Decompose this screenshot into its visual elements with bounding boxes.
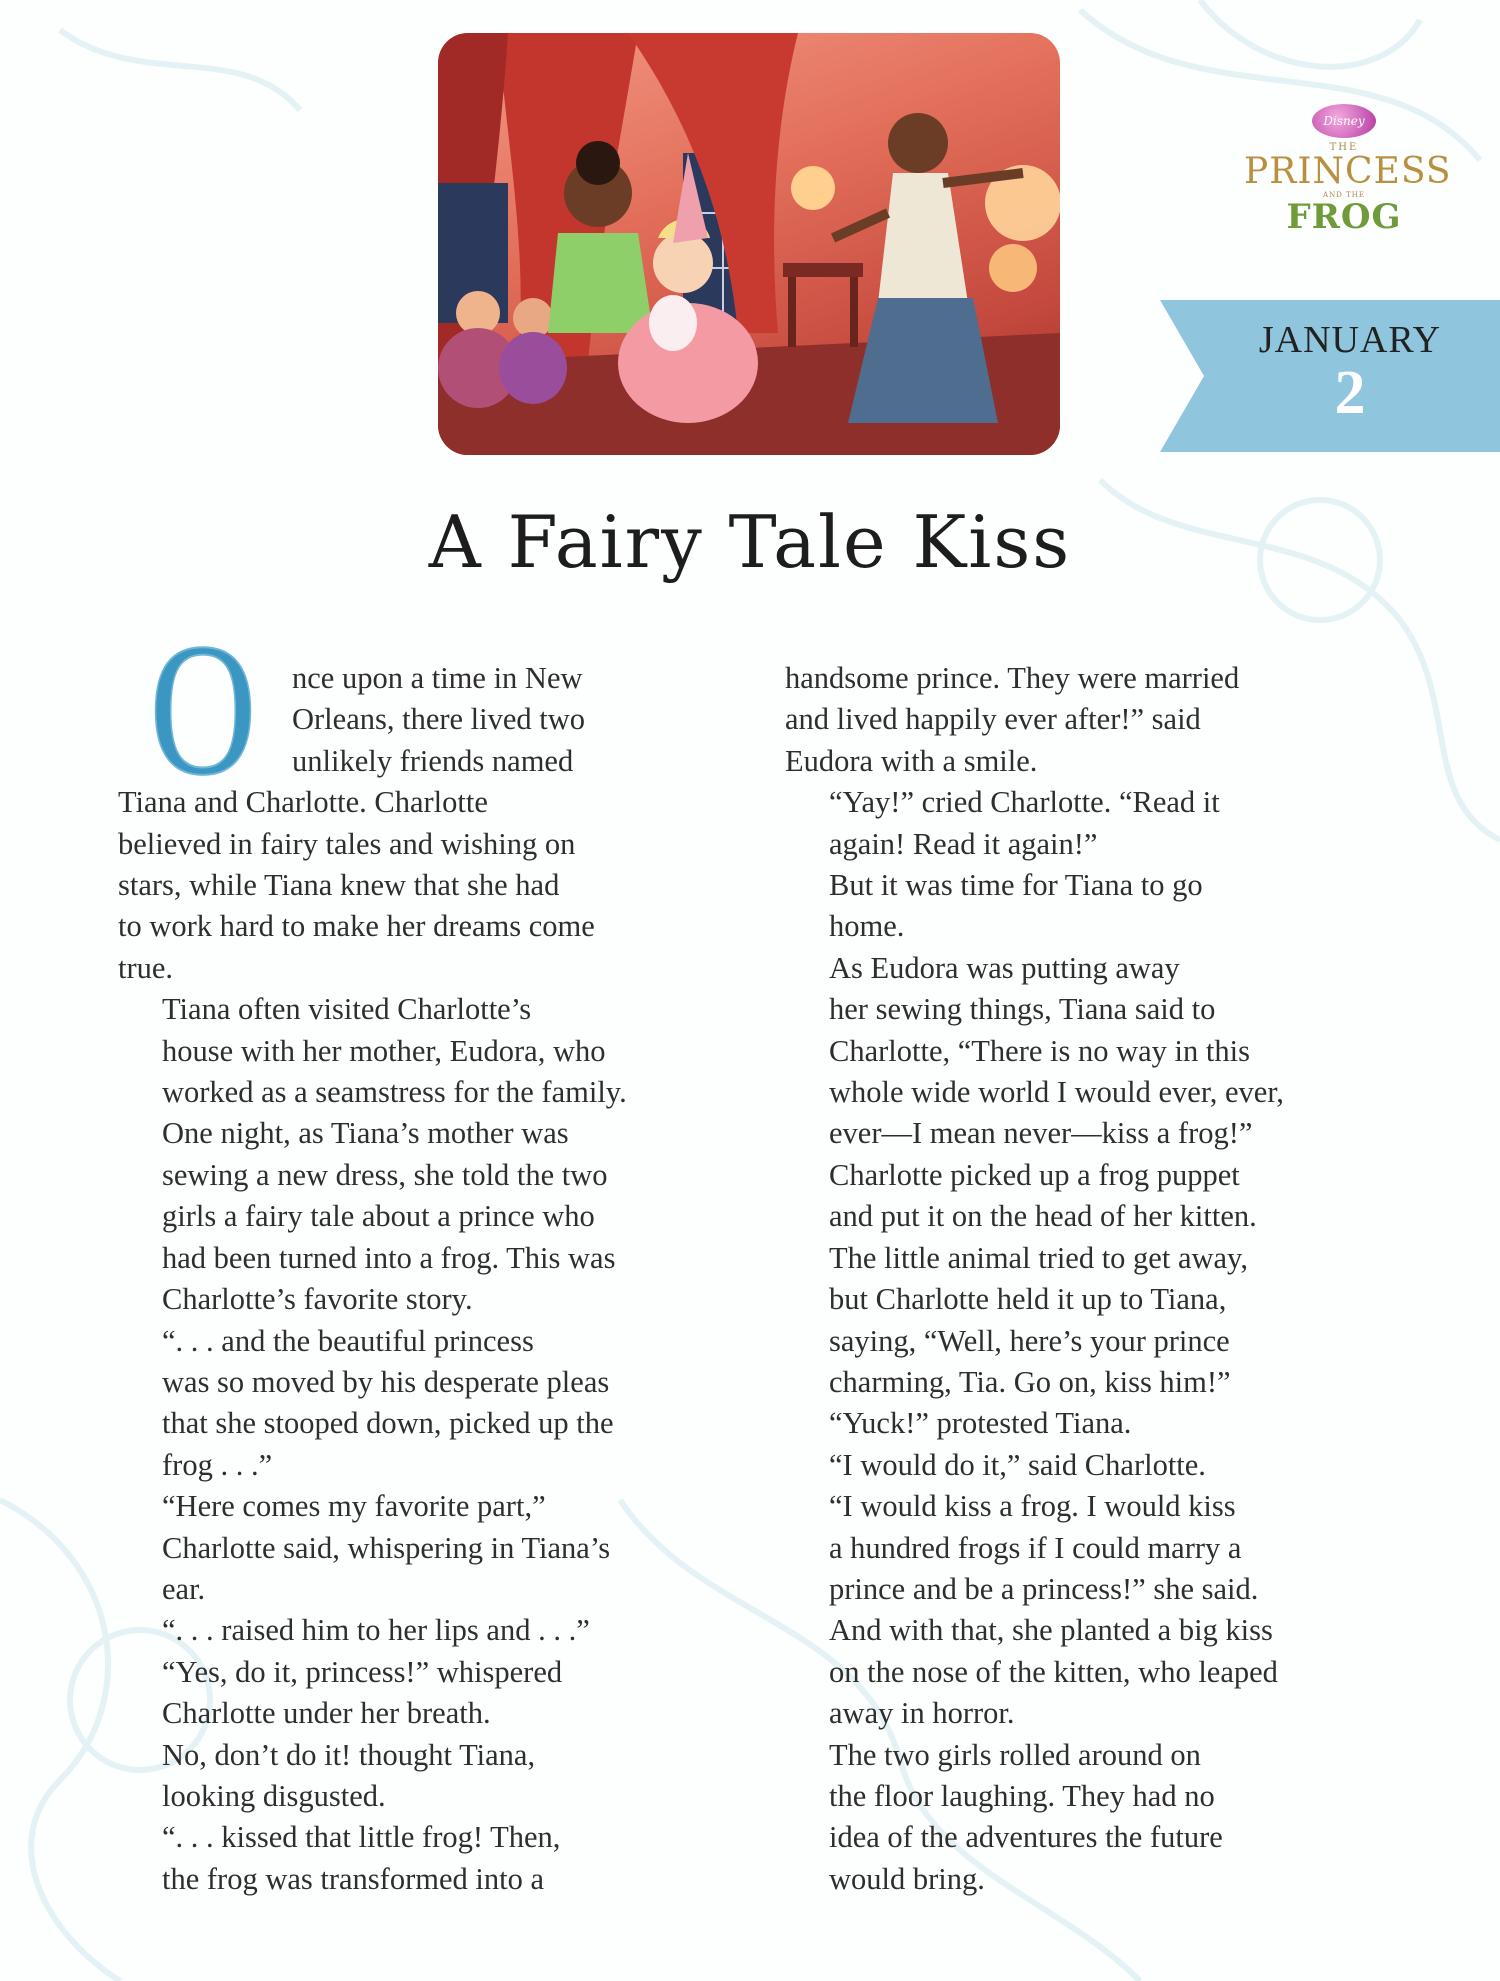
- story-line: Charlotte picked up a frog puppet: [829, 1157, 1240, 1192]
- story-line: on the nose of the kitten, who leaped: [829, 1654, 1278, 1689]
- story-line: Tiana often visited Charlotte’s: [162, 992, 532, 1027]
- story-line: “Yay!” cried Charlotte. “Read it: [829, 785, 1220, 820]
- story-line: whole wide world I would ever, ever,: [829, 1075, 1284, 1110]
- story-line: Orleans, there lived two: [292, 702, 586, 737]
- story-line: Tiana and Charlotte. Charlotte: [118, 785, 488, 820]
- story-line: Eudora with a smile.: [785, 743, 1038, 778]
- story-paragraph: [118, 1735, 728, 1818]
- story-paragraph: [118, 1486, 728, 1610]
- drop-cap: O: [149, 605, 257, 815]
- right-column: [785, 658, 1395, 1900]
- story-paragraph: [785, 782, 1395, 865]
- story-line: looking disgusted.: [162, 1778, 386, 1813]
- logo-the: THE: [1329, 142, 1359, 153]
- story-line: stars, while Tiana knew that she had: [118, 868, 560, 903]
- story-line: “. . . and the beautiful princess: [162, 1323, 534, 1358]
- story-line: girls a fairy tale about a prince who: [162, 1199, 595, 1234]
- story-title: A Fairy Tale Kiss: [428, 500, 1072, 584]
- story-line: As Eudora was putting away: [829, 950, 1180, 985]
- story-line: and lived happily ever after!” said: [785, 702, 1201, 737]
- story-line: “Yuck!” protested Tiana.: [829, 1406, 1132, 1441]
- story-line: handsome prince. They were married: [785, 661, 1240, 695]
- story-line: Charlotte’s favorite story.: [162, 1282, 473, 1317]
- story-line: No, don’t do it! thought Tiana,: [162, 1737, 536, 1772]
- left-column-body: [118, 658, 728, 1900]
- story-paragraph: [118, 1610, 728, 1651]
- story-line: worked as a seamstress for the family.: [162, 1075, 627, 1110]
- story-line: house with her mother, Eudora, who: [162, 1033, 606, 1068]
- story-line: sewing a new dress, she told the two: [162, 1157, 608, 1192]
- story-line: One night, as Tiana’s mother was: [162, 1116, 569, 1151]
- story-line: Charlotte under her breath.: [162, 1696, 491, 1731]
- story-paragraph: [785, 1403, 1395, 1444]
- story-line: The little animal tried to get away,: [829, 1240, 1248, 1275]
- story-line: frog . . .”: [162, 1447, 273, 1482]
- story-paragraph: [118, 1817, 728, 1900]
- story-line: and put it on the head of her kitten.: [829, 1199, 1257, 1234]
- story-illustration: [438, 33, 1060, 455]
- story-paragraph: [118, 989, 728, 1320]
- story-paragraph: [785, 1735, 1395, 1901]
- story-line: was so moved by his desperate pleas: [162, 1364, 610, 1399]
- story-paragraph: [118, 1321, 728, 1487]
- story-line: home.: [829, 909, 905, 944]
- story-line: ear.: [162, 1571, 206, 1606]
- story-line: a hundred frogs if I could marry a: [829, 1530, 1242, 1565]
- story-line: “Yes, do it, princess!” whispered: [162, 1654, 563, 1689]
- story-line: would bring.: [829, 1861, 985, 1896]
- date-month: JANUARY: [1258, 319, 1442, 361]
- story-line: her sewing things, Tiana said to: [829, 992, 1216, 1027]
- story-paragraph: [785, 1445, 1395, 1735]
- story-line: unlikely friends named: [292, 743, 574, 778]
- story-line: saying, “Well, here’s your prince: [829, 1323, 1230, 1358]
- story-line: Charlotte said, whispering in Tiana’s: [162, 1530, 611, 1565]
- story-line: had been turned into a frog. This was: [162, 1240, 616, 1275]
- story-line: to work hard to make her dreams come: [118, 909, 595, 944]
- date-day: 2: [1334, 359, 1366, 427]
- story-paragraph: [785, 658, 1395, 782]
- story-line: the frog was transformed into a: [162, 1861, 544, 1896]
- story-line: And with that, she planted a big kiss: [829, 1613, 1273, 1648]
- story-line: But it was time for Tiana to go: [829, 868, 1203, 903]
- story-line: again! Read it again!”: [829, 826, 1098, 861]
- disney-badge: Disney: [1312, 104, 1376, 138]
- story-line: “. . . kissed that little frog! Then,: [162, 1820, 561, 1855]
- story-line: nce upon a time in New: [292, 661, 583, 695]
- story-paragraph: [118, 1652, 728, 1735]
- story-line: “I would kiss a frog. I would kiss: [829, 1489, 1236, 1524]
- story-line: that she stooped down, picked up the: [162, 1406, 614, 1441]
- logo-frog: FROG: [1286, 197, 1402, 237]
- story-line: believed in fairy tales and wishing on: [118, 826, 576, 861]
- story-line: but Charlotte held it up to Tiana,: [829, 1282, 1227, 1317]
- right-column-body: [785, 658, 1395, 1900]
- left-column: [118, 605, 728, 1900]
- story-line: away in horror.: [829, 1696, 1015, 1731]
- princess-and-the-frog-logo: [1244, 104, 1452, 244]
- story-line: The two girls rolled around on: [829, 1737, 1201, 1772]
- story-line: “I would do it,” said Charlotte.: [829, 1447, 1206, 1482]
- story-line: prince and be a princess!” she said.: [829, 1571, 1259, 1606]
- story-paragraph: [785, 865, 1395, 948]
- story-line: “Here comes my favorite part,”: [162, 1489, 546, 1524]
- story-line: idea of the adventures the future: [829, 1820, 1223, 1855]
- story-line: true.: [118, 950, 174, 985]
- story-line: charming, Tia. Go on, kiss him!”: [829, 1364, 1231, 1399]
- story-line: the floor laughing. They had no: [829, 1778, 1215, 1813]
- story-paragraph: [785, 948, 1395, 1155]
- story-line: “. . . raised him to her lips and . . .”: [162, 1613, 590, 1648]
- logo-and-the: AND THE: [1323, 191, 1365, 199]
- story-paragraph: [785, 1155, 1395, 1403]
- logo-princess: PRINCESS: [1244, 151, 1452, 192]
- story-line: ever—I mean never—kiss a frog!”: [829, 1116, 1253, 1151]
- story-line: Charlotte, “There is no way in this: [829, 1033, 1250, 1068]
